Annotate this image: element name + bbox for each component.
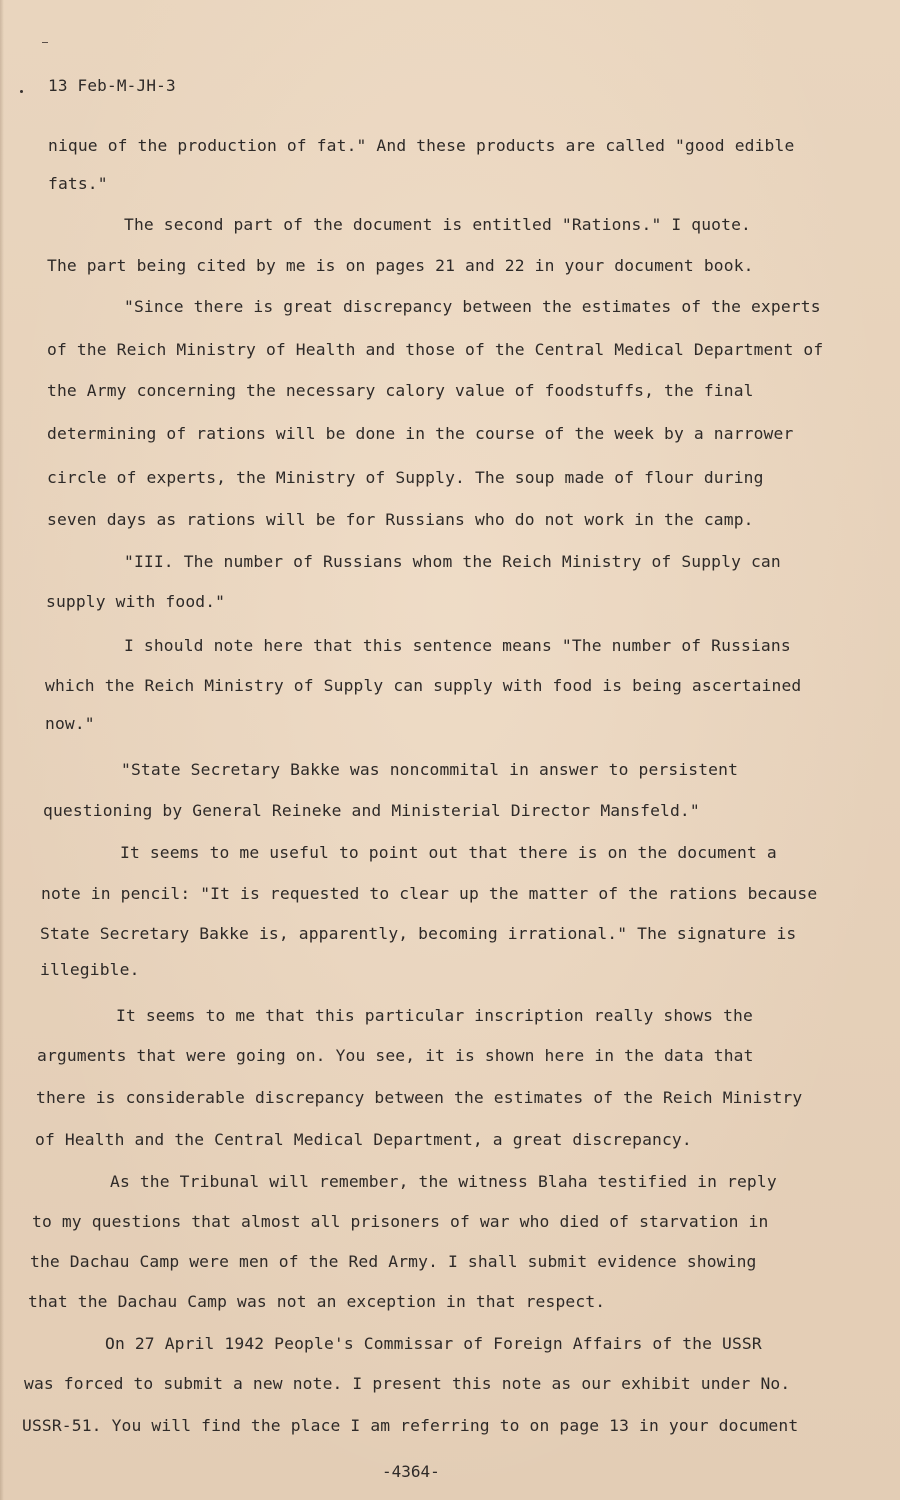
page-number: -4364- <box>382 1462 440 1481</box>
text-line: nique of the production of fat." And these products are called "good edible <box>48 136 795 155</box>
margin-dot <box>20 90 23 93</box>
text-line: "State Secretary Bakke was noncommital in answer to persistent <box>121 760 739 779</box>
text-line: to my questions that almost all prisoners of war who died of starvation in <box>32 1212 769 1231</box>
text-line: now." <box>45 714 95 733</box>
text-line: there is considerable discrepancy between the estimates of the Reich Ministry <box>36 1088 803 1107</box>
text-line: "Since there is great discrepancy between the estimates of the experts <box>124 297 821 316</box>
text-line: It seems to me useful to point out that there is on the document a <box>120 843 777 862</box>
text-line: questioning by General Reineke and Ministerial Director Mansfeld." <box>43 801 700 820</box>
text-line: note in pencil: "It is requested to clear up the matter of the rations because <box>41 884 818 903</box>
text-line: As the Tribunal will remember, the witness Blaha testified in reply <box>110 1172 777 1191</box>
text-line: the Dachau Camp were men of the Red Army. I shall submit evidence showing <box>30 1252 757 1271</box>
margin-mark <box>42 42 48 43</box>
text-line: State Secretary Bakke is, apparently, becoming irrational." The signature is <box>40 924 797 943</box>
text-line: I should note here that this sentence means "The number of Russians <box>124 636 791 655</box>
text-line: The part being cited by me is on pages 21 and 22 in your document book. <box>47 256 754 275</box>
text-line: of the Reich Ministry of Health and those of the Central Medical Department of <box>47 340 824 359</box>
text-line: illegible. <box>40 960 140 979</box>
text-line: The second part of the document is entitled "Rations." I quote. <box>124 215 751 234</box>
text-line: arguments that were going on. You see, it is shown here in the data that <box>37 1046 754 1065</box>
text-line: which the Reich Ministry of Supply can supply with food is being ascertained <box>45 676 802 695</box>
text-line: fats." <box>48 174 108 193</box>
text-line: that the Dachau Camp was not an exception in that respect. <box>28 1292 606 1311</box>
text-line: determining of rations will be done in the course of the week by a narrower <box>47 424 794 443</box>
text-line: of Health and the Central Medical Department, a great discrepancy. <box>35 1130 692 1149</box>
text-line: was forced to submit a new note. I present this note as our exhibit under No. <box>24 1374 791 1393</box>
text-line: It seems to me that this particular inscription really shows the <box>116 1006 753 1025</box>
text-line: circle of experts, the Ministry of Supply. The soup made of flour during <box>47 468 764 487</box>
page-reference: 13 Feb-M-JH-3 <box>48 76 176 95</box>
text-line: supply with food." <box>46 592 226 611</box>
text-line: "III. The number of Russians whom the Reich Ministry of Supply can <box>124 552 781 571</box>
page-left-edge <box>0 0 4 1500</box>
text-line: USSR-51. You will find the place I am referring to on page 13 in your document <box>22 1416 799 1435</box>
text-line: the Army concerning the necessary calory value of foodstuffs, the final <box>47 381 754 400</box>
text-line: seven days as rations will be for Russians who do not work in the camp. <box>47 510 754 529</box>
text-line: On 27 April 1942 People's Commissar of Foreign Affairs of the USSR <box>105 1334 762 1353</box>
